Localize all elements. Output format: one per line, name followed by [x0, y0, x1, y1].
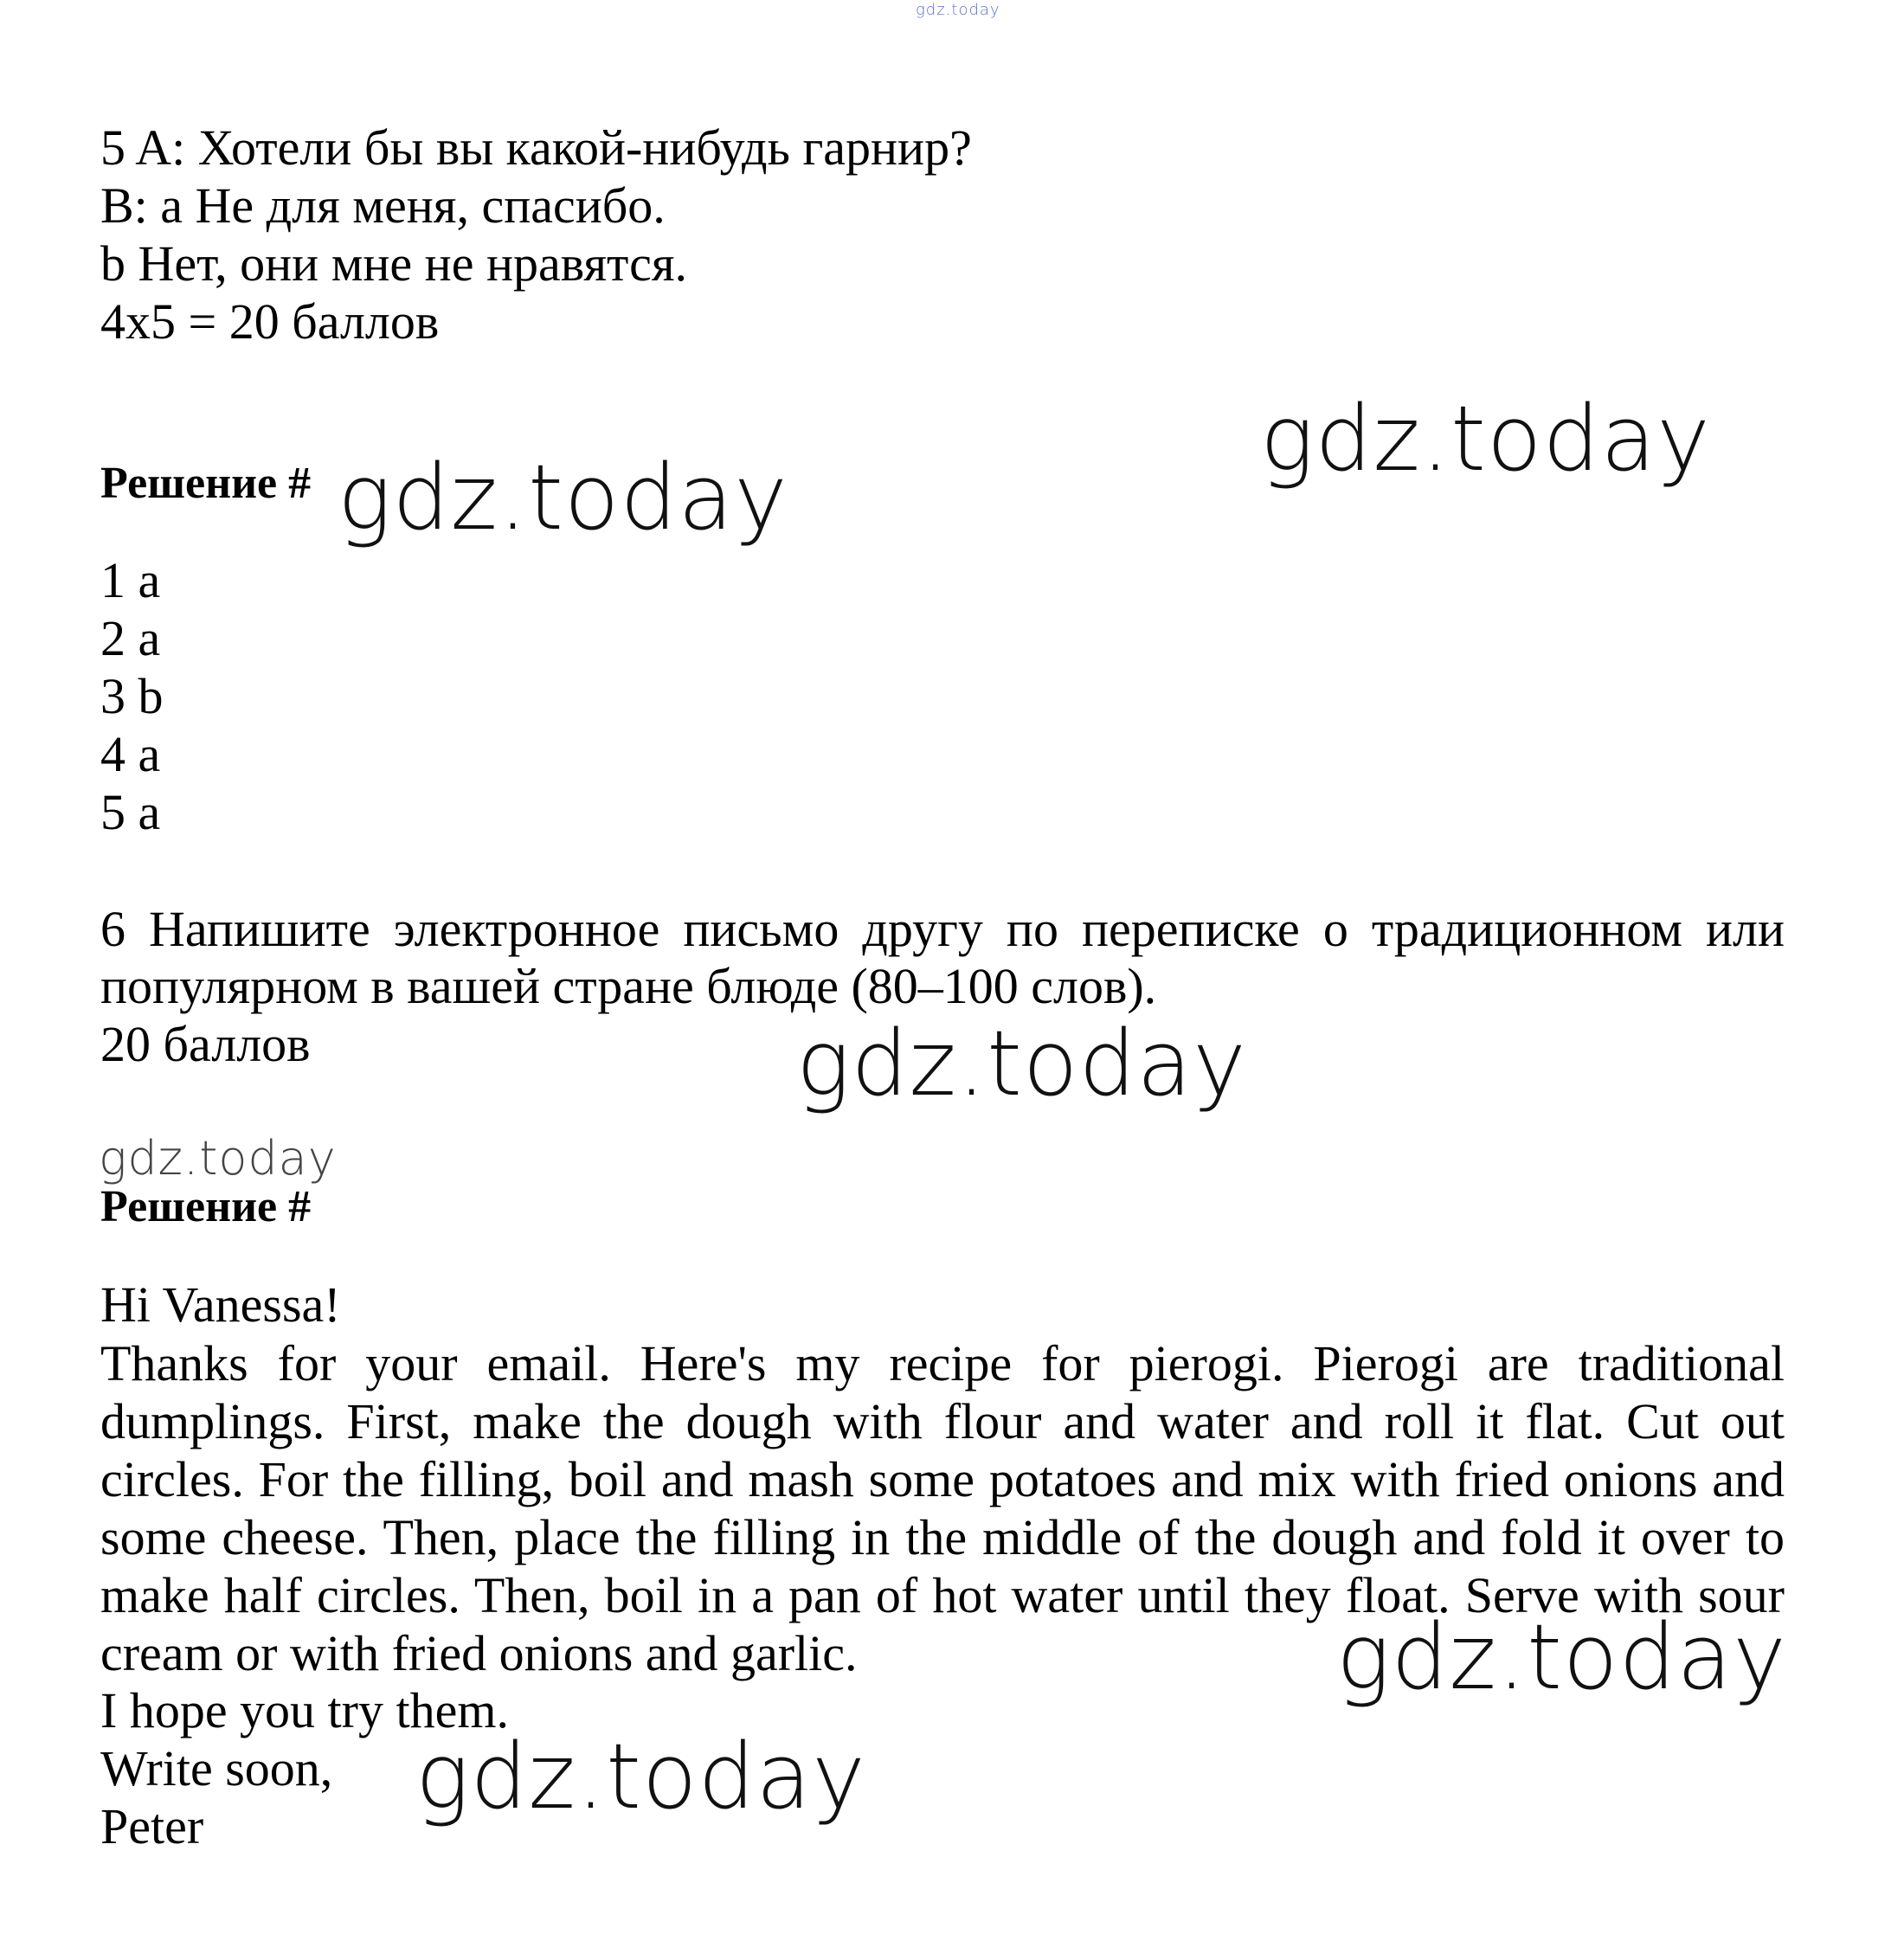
task6-points: 20 баллов	[100, 1016, 311, 1072]
letter-body-line: make half circles. Then, boil in a pan of hot water until they float. Serve with sour	[100, 1567, 1785, 1623]
letter-greeting: Hi Vanessa!	[100, 1276, 341, 1333]
watermark-center: gdz.today	[796, 1011, 1247, 1116]
task5-line-1: 5 A: Хотели бы вы какой-нибудь гарнир?	[100, 119, 972, 176]
letter-body-line: circles. For the filling, boil and mash some potatoes and mix with fried onions and	[100, 1451, 1785, 1507]
watermark-bottom: gdz.today	[415, 1724, 866, 1829]
letter-signature: Peter	[100, 1798, 204, 1854]
letter-body-line: dumplings. First, make the dough with flour and water and roll it flat. Cut out	[100, 1393, 1785, 1449]
answer-3: 3 b	[100, 668, 164, 724]
top-watermark: gdz.today	[916, 1, 1000, 19]
answer-5: 5 a	[100, 784, 161, 840]
task5-line-3: b Нет, они мне не нравятся.	[100, 235, 688, 292]
watermark-right-2: gdz.today	[1336, 1604, 1787, 1710]
task5-points: 4x5 = 20 баллов	[100, 293, 440, 350]
task5-line-2: B: a Не для меня, спасибо.	[100, 177, 666, 234]
answer-4: 4 a	[100, 726, 161, 782]
solution2-heading: Решение #	[100, 1182, 312, 1231]
letter-body-line: some cheese. Then, place the filling in the middle of the dough and fold it over to	[100, 1509, 1785, 1565]
watermark-small: gdz.today	[99, 1131, 337, 1186]
task6-line-1: 6 Напишите электронное письмо другу по переписке о традиционном или	[100, 901, 1785, 957]
watermark-right-1: gdz.today	[1260, 386, 1711, 492]
letter-closing-2: Write soon,	[100, 1740, 333, 1796]
letter-closing-1: I hope you try them.	[100, 1682, 509, 1738]
solution1-heading: Решение #	[100, 459, 312, 508]
answer-1: 1 a	[100, 552, 161, 608]
letter-body-line: Thanks for your email. Here's my recipe for pierogi. Pierogi are traditional	[100, 1335, 1785, 1391]
task6-line-2: популярном в вашей стране блюде (80–100 слов).	[100, 958, 1157, 1014]
watermark-heading-1: gdz.today	[338, 445, 788, 550]
letter-body-line: cream or with fried onions and garlic.	[100, 1625, 858, 1681]
answer-2: 2 a	[100, 610, 161, 666]
